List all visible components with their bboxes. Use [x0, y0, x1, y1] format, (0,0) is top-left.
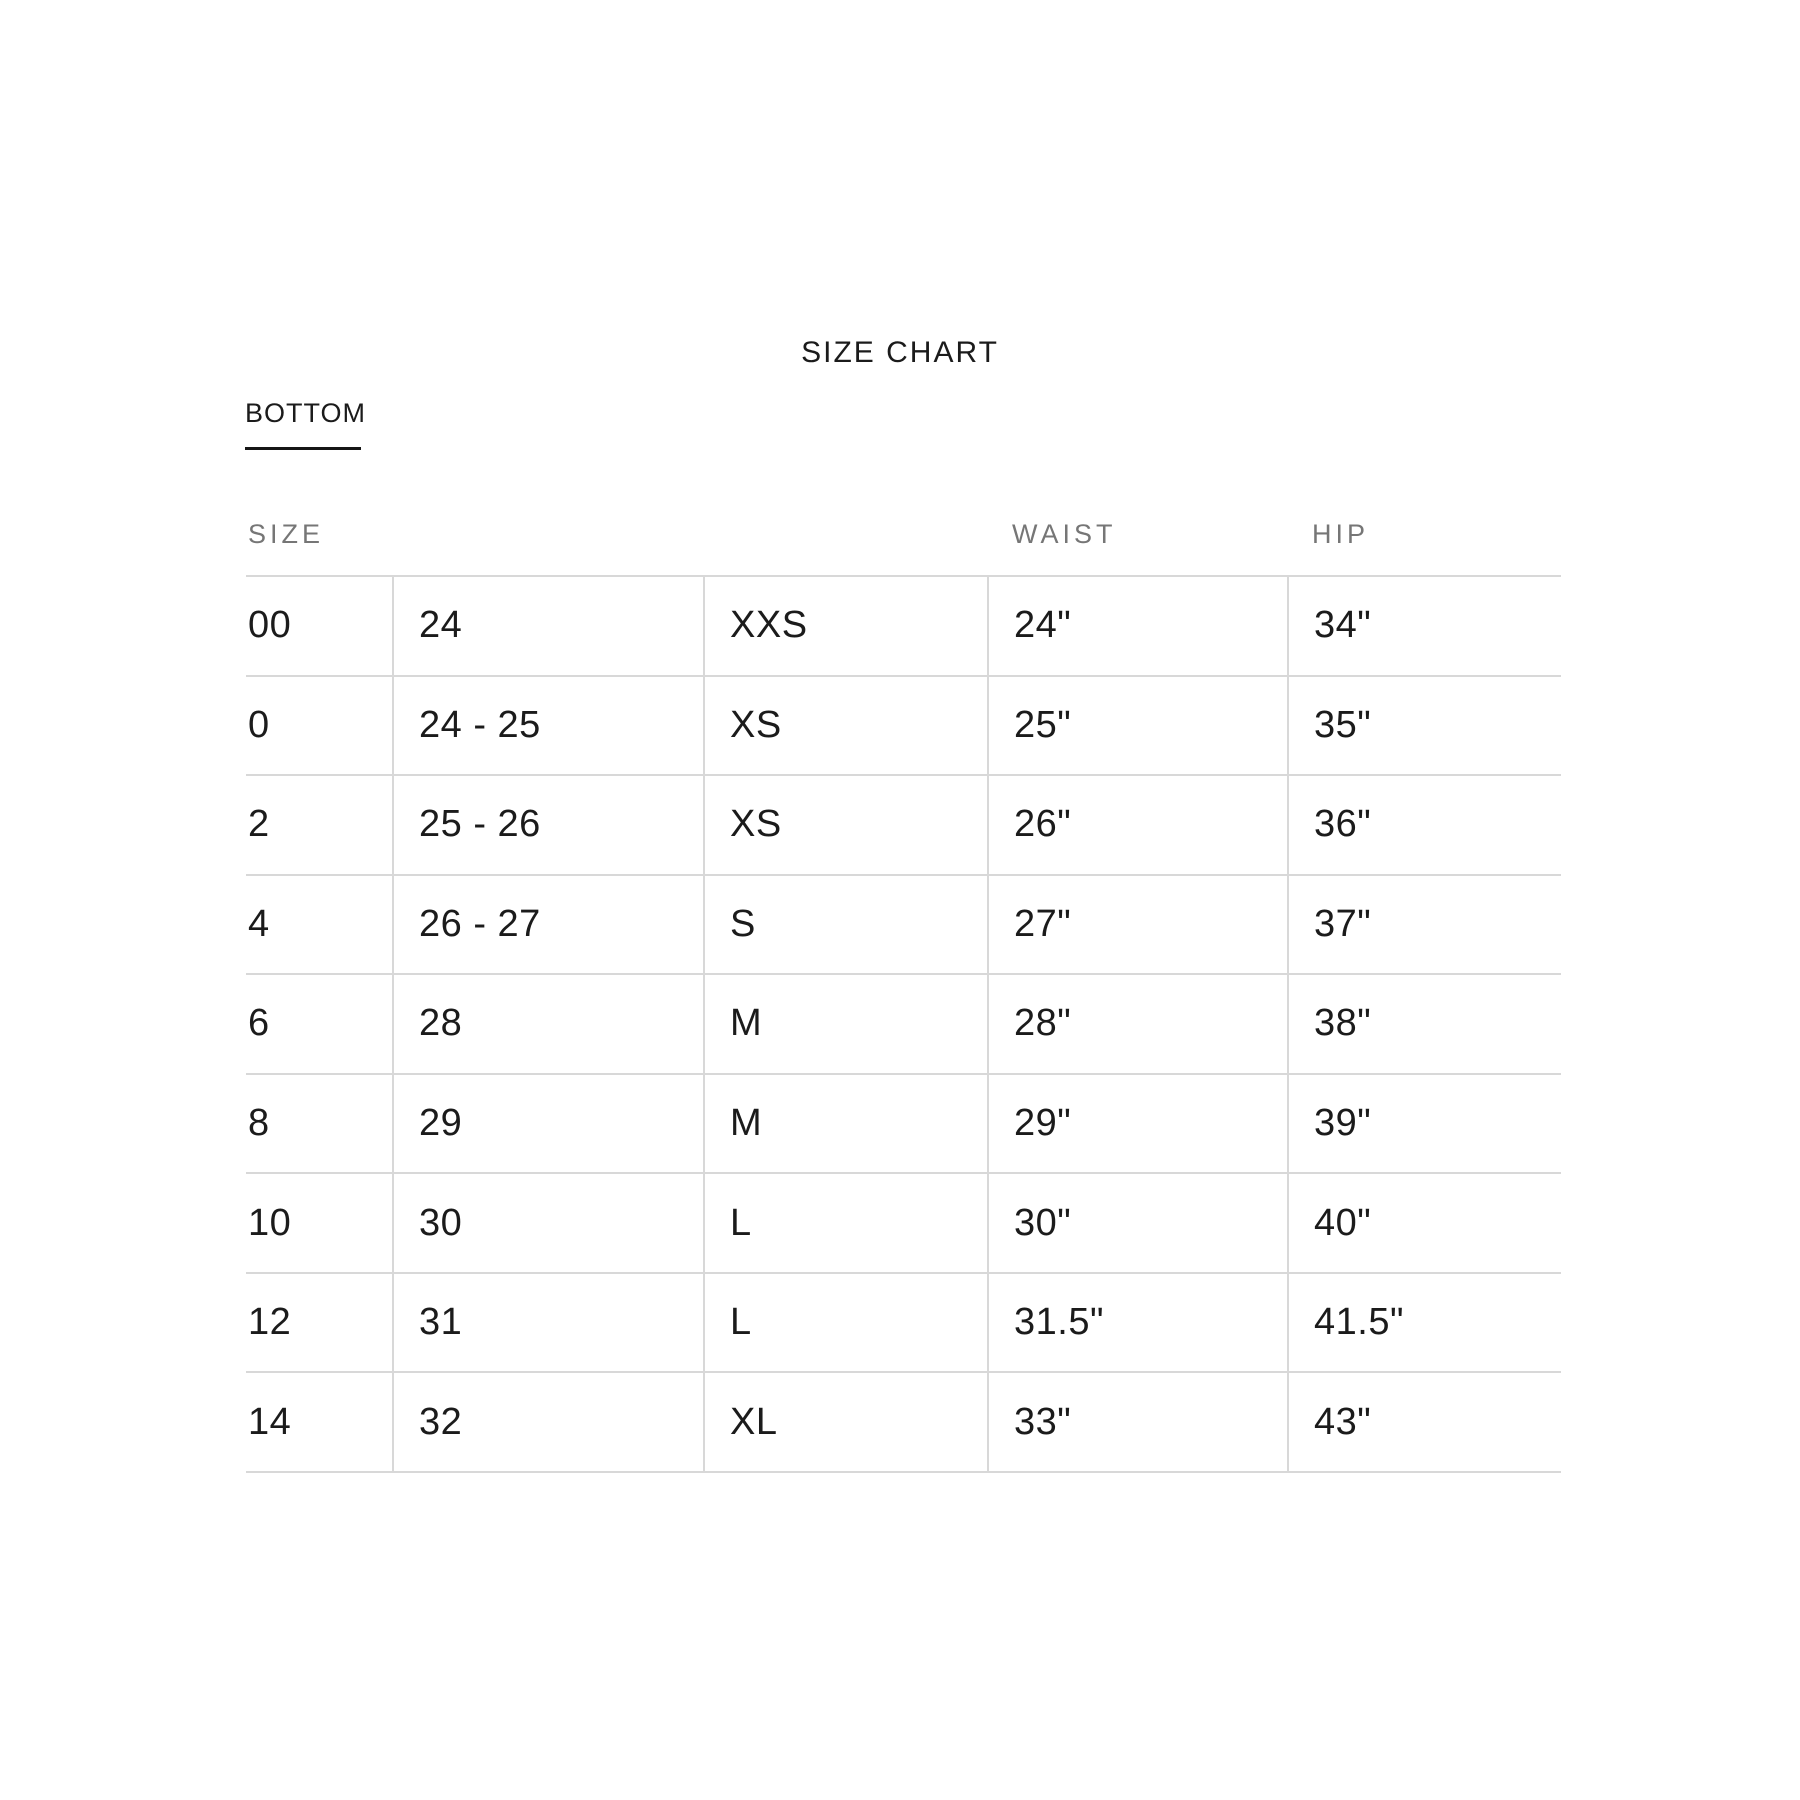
- table-cell: 34": [1287, 577, 1561, 675]
- table-cell: 30: [392, 1174, 703, 1272]
- table-cell: 40": [1287, 1174, 1561, 1272]
- table-cell: 6: [248, 1002, 270, 1045]
- table-cell: M: [703, 1075, 987, 1173]
- table-row: [246, 973, 1561, 1073]
- tab-active-underline: [245, 447, 361, 450]
- table-row: [246, 575, 1561, 675]
- page-title: SIZE CHART: [801, 336, 999, 369]
- table-cell: XS: [703, 776, 987, 874]
- header-cell-size: SIZE: [248, 518, 325, 549]
- table-row: [246, 1371, 1561, 1471]
- table-cell: XL: [703, 1373, 987, 1471]
- table-cell: 00: [248, 604, 292, 647]
- table-cell: 27": [987, 876, 1287, 974]
- table-cell: 2: [248, 803, 270, 846]
- table-cell: 26": [987, 776, 1287, 874]
- table-row: [246, 1272, 1561, 1372]
- table-cell: 31: [392, 1274, 703, 1372]
- header-cell-waist: WAIST: [1012, 518, 1117, 549]
- table-cell: 4: [248, 902, 270, 945]
- table-cell: 26 - 27: [392, 876, 703, 974]
- table-cell: 25 - 26: [392, 776, 703, 874]
- table-cell: 14: [248, 1400, 292, 1443]
- table-cell: 39": [1287, 1075, 1561, 1173]
- table-cell: 41.5": [1287, 1274, 1561, 1372]
- table-row: [246, 774, 1561, 874]
- table-cell: 29": [987, 1075, 1287, 1173]
- size-table-header-row: [246, 507, 1561, 561]
- table-cell: 33": [987, 1373, 1287, 1471]
- table-row: [246, 675, 1561, 775]
- table-cell: L: [703, 1174, 987, 1272]
- table-cell: 37": [1287, 876, 1561, 974]
- table-cell: 32: [392, 1373, 703, 1471]
- table-cell: 24: [392, 577, 703, 675]
- table-row: [246, 874, 1561, 974]
- table-cell: L: [703, 1274, 987, 1372]
- table-cell: 0: [248, 703, 270, 746]
- table-cell: 25": [987, 677, 1287, 775]
- table-cell: 12: [248, 1301, 292, 1344]
- table-cell: 8: [248, 1102, 270, 1144]
- table-cell: 10: [248, 1201, 292, 1244]
- header-cell-hip: HIP: [1312, 518, 1370, 549]
- table-cell: M: [703, 975, 987, 1073]
- table-cell: 36": [1287, 776, 1561, 874]
- table-cell: S: [703, 876, 987, 974]
- table-cell: 43": [1287, 1373, 1561, 1471]
- table-cell: 24 - 25: [392, 677, 703, 775]
- table-cell: 24": [987, 577, 1287, 675]
- table-cell: 30": [987, 1174, 1287, 1272]
- tab-bottom[interactable]: [245, 400, 366, 450]
- table-cell: XS: [703, 677, 987, 775]
- table-cell: 28: [392, 975, 703, 1073]
- table-cell: 31.5": [987, 1274, 1287, 1372]
- table-cell: 28": [987, 975, 1287, 1073]
- table-row: [246, 1073, 1561, 1173]
- table-cell: 35": [1287, 677, 1561, 775]
- table-row: [246, 1172, 1561, 1272]
- table-cell: XXS: [703, 577, 987, 675]
- tab-bottom-label: BOTTOM: [245, 398, 367, 428]
- size-table: [246, 575, 1561, 1473]
- table-cell: 29: [392, 1075, 703, 1173]
- table-cell: 38": [1287, 975, 1561, 1073]
